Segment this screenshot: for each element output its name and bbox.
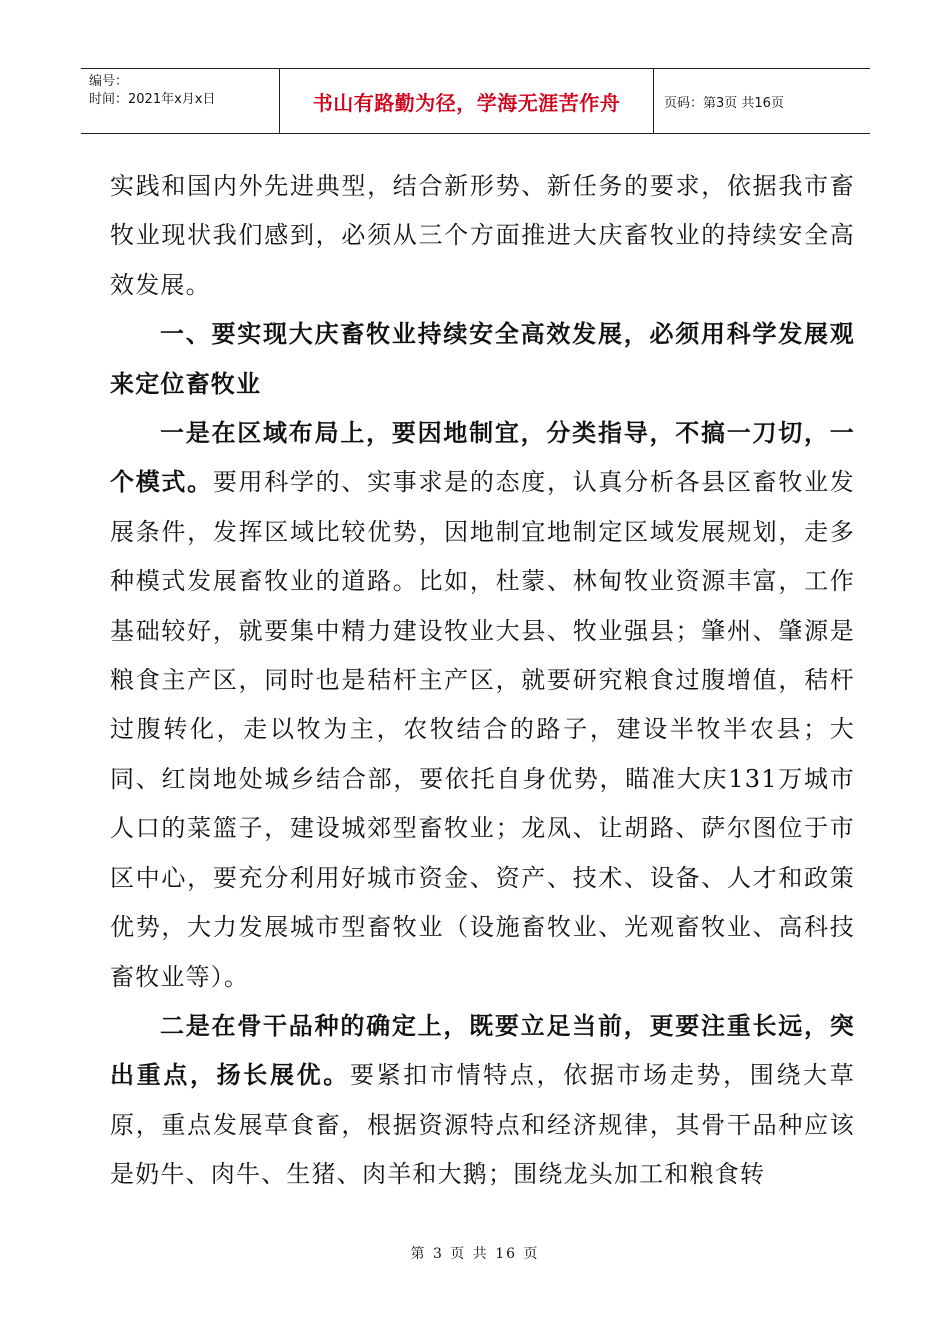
document-time-label: 时间：2021年x月x日	[89, 92, 216, 107]
paragraph-lead-bold: 一是在区域布局上，要因地制宜，分类指导，不搞一刀切，一个模式。	[110, 419, 855, 497]
header-meta-cell	[81, 69, 280, 133]
section-heading: 一、要实现大庆畜牧业持续安全高效发展，必须用科学发展观来定位畜牧业	[110, 320, 855, 398]
document-number-label: 编号：	[89, 74, 129, 89]
page-footer: 第 3 页 共 16 页	[410, 1246, 540, 1262]
page-header	[81, 68, 870, 134]
paragraph-body-text: 要用科学的、实事求是的态度，认真分析各县区畜牧业发展条件，发挥区域比较优势，因地制宜地制定区域发展规划，走多种模式发展畜牧业的道路。比如，杜蒙、林甸牧业资源丰富，工作基础较好，就要集中精力建设牧业大县、牧业强县；肇州、肇源是粮食主产区，同时也是秸杆主产区，就要研究粮食过腹增值，秸杆过腹转化，走以牧为主，农牧结合的路子，建设半牧半农县；大同、红岗地处城乡结合部，要依托自身优势，瞄准大庆131万城市人口的菜篮子，建设城郊型畜牧业；龙凤、让胡路、萨尔图位于市区中心，要充分利用好城市资金、资产、技术、设备、人才和政策优势，大力发展城市型畜牧业（设施畜牧业、光观畜牧业、高科技畜牧业等）。	[110, 468, 855, 991]
paragraph-regional-layout	[110, 409, 855, 1002]
document-body	[110, 162, 855, 1200]
paragraph-body-text: 要紧扣市情特点，依据市场走势，围绕大草原，重点发展草食畜，根据资源特点和经济规律，其骨干品种应该是奶牛、肉牛、生猪、肉羊和大鹅；围绕龙头加工和粮食转	[110, 1061, 855, 1189]
paragraph-intro: 实践和国内外先进典型，结合新形势、新任务的要求，依据我市畜牧业现状我们感到，必须从三个方面推进大庆畜牧业的持续安全高效发展。	[110, 172, 855, 299]
paragraph-lead-bold: 二是在骨干品种的确定上，既要立足当前，更要注重长远，突出重点，扬长展优。	[110, 1011, 855, 1090]
header-motto: 书山有路勤为径，学海无涯苦作舟	[280, 69, 654, 133]
header-page-info: 页码：第3页 共16页	[664, 95, 784, 111]
paragraph-key-breeds	[110, 1002, 855, 1200]
